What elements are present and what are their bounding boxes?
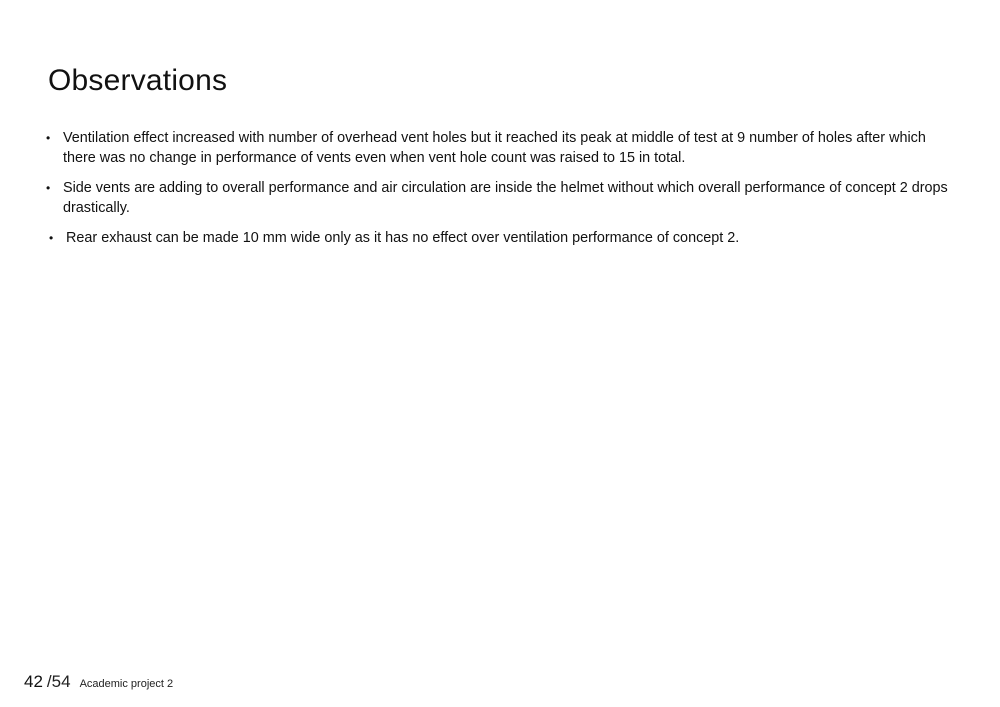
observation-item (46, 179, 961, 218)
bullet-icon: • (46, 181, 51, 195)
page-number-current: 42 (24, 672, 43, 691)
page-number-total: /54 (46, 672, 71, 691)
bullet-icon: • (49, 231, 54, 245)
document-name: Academic project 2 (79, 678, 174, 690)
observation-item (46, 229, 961, 249)
observations-list (46, 129, 961, 260)
bullet-icon: • (46, 131, 51, 145)
page-footer (24, 672, 173, 694)
page-title: Observations (48, 64, 228, 97)
observation-text: Ventilation effect increased with number of overhead vent holes but it reached its peak at middle of test at 9 number of holes after which there was no change in performance of vents even when vent hole count was raised to 15 in total. (63, 130, 926, 166)
observation-text: Rear exhaust can be made 10 mm wide only as it has no effect over ventilation performance of concept 2. (66, 230, 740, 246)
observation-item (46, 129, 961, 168)
observation-text: Side vents are adding to overall performance and air circulation are inside the helmet without which overall performance of concept 2 drops drastically. (63, 180, 948, 216)
